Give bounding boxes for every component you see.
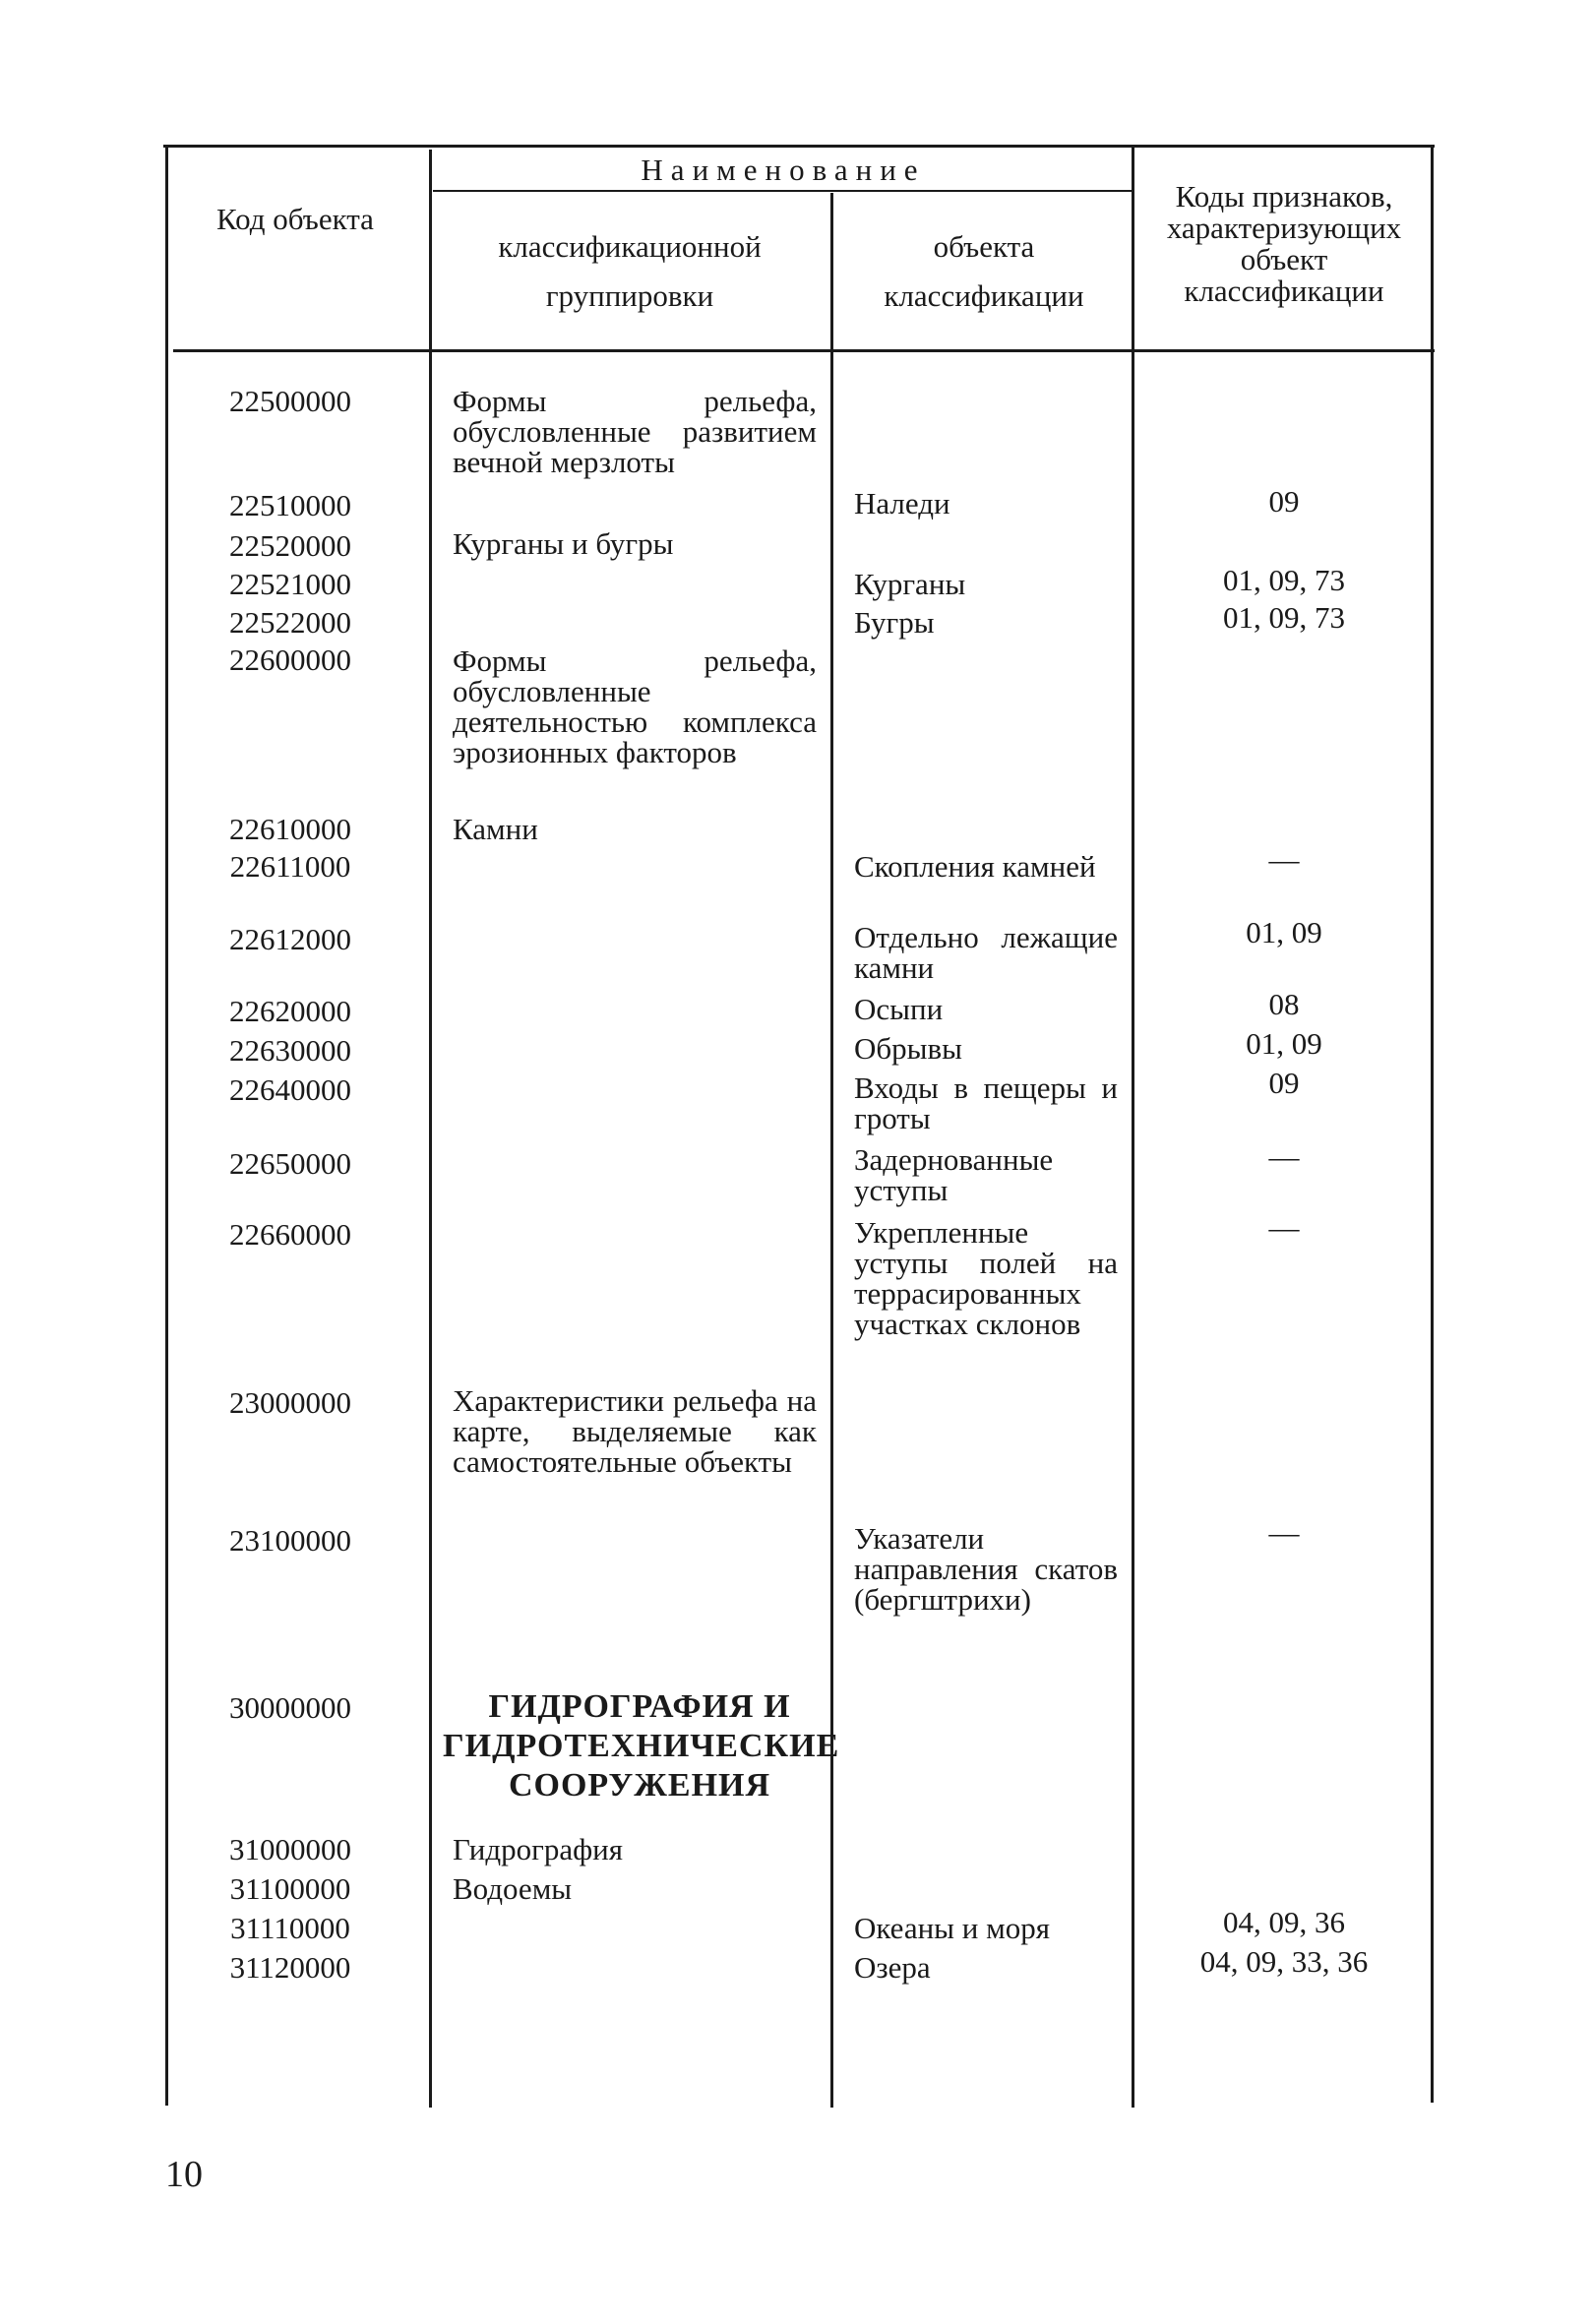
section-heading: ГИДРОГРАФИЯ И ГИДРОТЕХНИЧЕСКИЕ СООРУЖЕНИЯ bbox=[443, 1688, 840, 1804]
table-row-group: Камни bbox=[453, 812, 538, 846]
table-row-object: Озера bbox=[854, 1950, 931, 1985]
table-top-rule bbox=[163, 145, 1435, 148]
table-row-code: 31000000 bbox=[229, 1832, 351, 1866]
table-row-attrs: 09 bbox=[1268, 1066, 1300, 1100]
table-row-object: Скопления камней bbox=[854, 849, 1096, 884]
table-row-code: 31110000 bbox=[230, 1911, 350, 1945]
table-row-code: 22510000 bbox=[229, 488, 351, 522]
table-row-attrs: — bbox=[1268, 1139, 1300, 1174]
table-row-code: 23100000 bbox=[229, 1523, 351, 1558]
table-row-object: Осыпи bbox=[854, 992, 944, 1026]
header-code: Код объекта bbox=[216, 202, 374, 236]
table-row-code: 22612000 bbox=[229, 922, 351, 956]
table-row-group: Водоемы bbox=[453, 1871, 573, 1906]
header-bottom-rule bbox=[173, 349, 1435, 352]
table-row-attrs: 01, 09, 73 bbox=[1223, 600, 1345, 635]
header-attrs: Коды признаков, характеризующих объект классификации bbox=[1166, 179, 1402, 308]
table-row-code: 22600000 bbox=[229, 642, 351, 677]
table-row-group: Формы рельефа, обусловленные развитием вечной мерзлоты bbox=[453, 384, 817, 479]
table-row-code: 22640000 bbox=[229, 1072, 351, 1107]
table-row-attrs: 08 bbox=[1268, 987, 1300, 1021]
table-row-object: Наледи bbox=[854, 486, 950, 520]
table-row-code: 22610000 bbox=[229, 812, 351, 846]
header-group: классификационной группировки bbox=[498, 229, 762, 313]
table-row-code: 31120000 bbox=[229, 1950, 351, 1985]
table-row-attrs: — bbox=[1268, 842, 1300, 877]
table-row-object: Укрепленные уступы полей на террасированных участках склонов bbox=[854, 1215, 1118, 1341]
table-row-code: 22660000 bbox=[229, 1217, 351, 1252]
table-row-object: Указатели направления скатов (бергштрихи) bbox=[854, 1521, 1118, 1617]
table-row-group: Гидрография bbox=[453, 1832, 624, 1866]
table-row-code: 22611000 bbox=[229, 849, 351, 884]
table-row-attrs: 01, 09 bbox=[1246, 1026, 1322, 1061]
table-row-object: Океаны и моря bbox=[854, 1911, 1050, 1945]
table-row-attrs: 04, 09, 36 bbox=[1223, 1905, 1345, 1939]
table-row-attrs: 04, 09, 33, 36 bbox=[1199, 1944, 1369, 1979]
table-row-code: 23000000 bbox=[229, 1385, 351, 1420]
header-object: объекта классификации bbox=[884, 229, 1084, 313]
table-row-code: 31100000 bbox=[229, 1871, 351, 1906]
table-row-object: Курганы bbox=[854, 567, 966, 601]
table-row-attrs: 01, 09 bbox=[1246, 915, 1322, 949]
table-row-attrs: — bbox=[1268, 1210, 1300, 1245]
attr-column-divider bbox=[1132, 148, 1134, 2108]
table-row-object: Обрывы bbox=[854, 1031, 962, 1066]
table-row-attrs: 09 bbox=[1268, 484, 1300, 519]
table-row-code: 22650000 bbox=[229, 1146, 351, 1181]
group-column-divider bbox=[429, 150, 432, 2108]
object-column-divider bbox=[830, 193, 833, 2108]
table-row-code: 22521000 bbox=[229, 567, 351, 601]
table-row-object: Отдельно лежащие камни bbox=[854, 920, 1118, 985]
header-name-span: Наименование bbox=[641, 153, 926, 187]
name-span-rule bbox=[433, 190, 1133, 192]
table-row-group: Курганы и бугры bbox=[453, 526, 674, 561]
table-row-group: Характеристики рельефа на карте, выделяемые как самостоятельные объекты bbox=[453, 1383, 817, 1479]
right-border bbox=[1431, 145, 1434, 2103]
table-row-object: Бугры bbox=[854, 605, 935, 640]
table-row-object: Задернованные уступы bbox=[854, 1142, 1054, 1207]
page-number: 10 bbox=[165, 2154, 203, 2195]
table-row-code: 22620000 bbox=[229, 994, 351, 1028]
table-row-attrs: — bbox=[1268, 1515, 1300, 1550]
table-row-object: Входы в пещеры и гроты bbox=[854, 1070, 1118, 1135]
table-row-code: 30000000 bbox=[229, 1690, 351, 1725]
table-row-code: 22630000 bbox=[229, 1033, 351, 1068]
table-row-code: 22522000 bbox=[229, 605, 351, 640]
table-row-code: 22520000 bbox=[229, 528, 351, 563]
left-border bbox=[165, 148, 168, 2106]
table-row-group: Формы рельефа, обусловленные деятельностью комплекса эрозионных факторов bbox=[453, 643, 817, 769]
table-row-attrs: 01, 09, 73 bbox=[1223, 563, 1345, 597]
table-row-code: 22500000 bbox=[229, 384, 351, 418]
